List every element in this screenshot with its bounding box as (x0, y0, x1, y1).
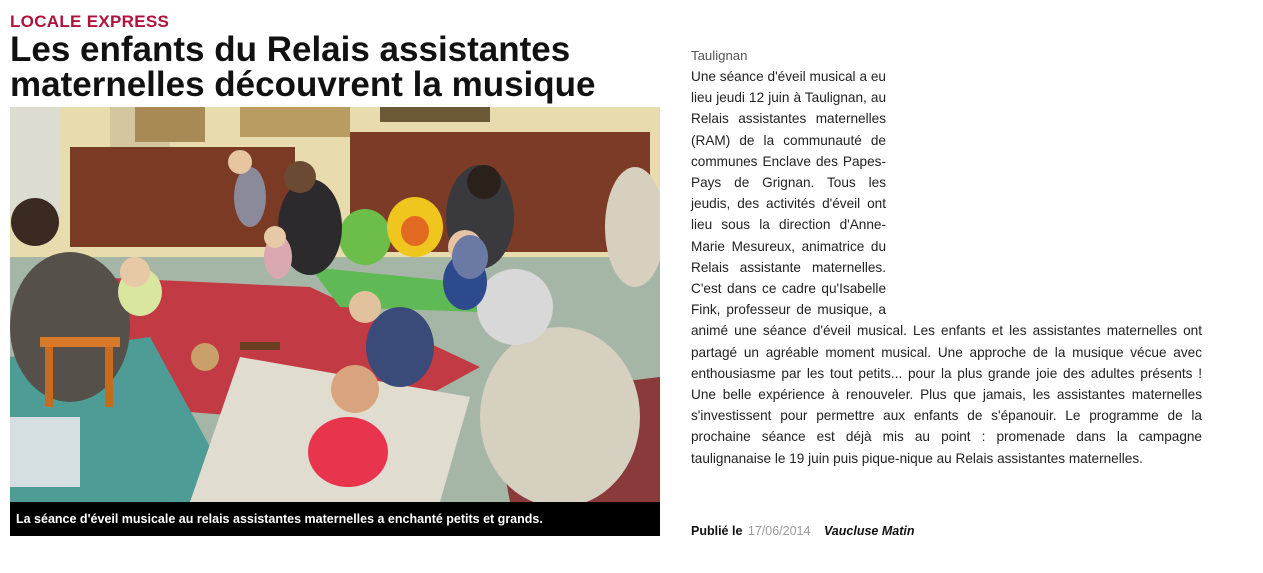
published-label: Publié le (691, 524, 743, 538)
publication-info (691, 524, 914, 538)
article-column (691, 45, 1202, 469)
float-spacer (886, 66, 1202, 317)
photo-caption: La séance d'éveil musicale au relais assistantes maternelles a enchanté petits et grands. (10, 502, 660, 536)
article-headline: Les enfants du Relais assistantes maternelles découvrent la musique (10, 30, 596, 104)
article-photo (10, 107, 660, 502)
article-body: Une séance d'éveil musical a eu lieu jeudi 12 juin à Taulignan, au Relais assistantes maternelles (RAM) de la communauté de communes Enclave des Papes-Pays de Grignan. Tous les jeudis, des activités d'éveil ont lieu sous la direction d'Anne-Marie Mesureux, animatrice du Relais assistante maternelles. C'est dans ce cadre qu'Isabelle Fink, professeur de musique, a animé une séance d'éveil musical. Les enfants et les assistantes maternelles ont partagé un agréable moment musical. Une approche de la musique vécue avec enthousiasme par les tout petits... pour la plus grande joie des adultes présents ! Une belle expérience à renouveler. Plus que jamais, les assistantes maternelles s'investissent pour permettre aux enfants de s'épanouir. Le programme de la prochaine séance est déjà mis au point : promenade dans la campagne taulignanaise le 19 juin puis pique-nique au Relais assistantes maternelles. (691, 69, 1202, 466)
article-location: Taulignan (691, 48, 748, 63)
published-date: 17/06/2014 (747, 524, 811, 538)
section-label: LOCALE EXPRESS (10, 12, 170, 31)
source-name: Vaucluse Matin (823, 524, 915, 538)
